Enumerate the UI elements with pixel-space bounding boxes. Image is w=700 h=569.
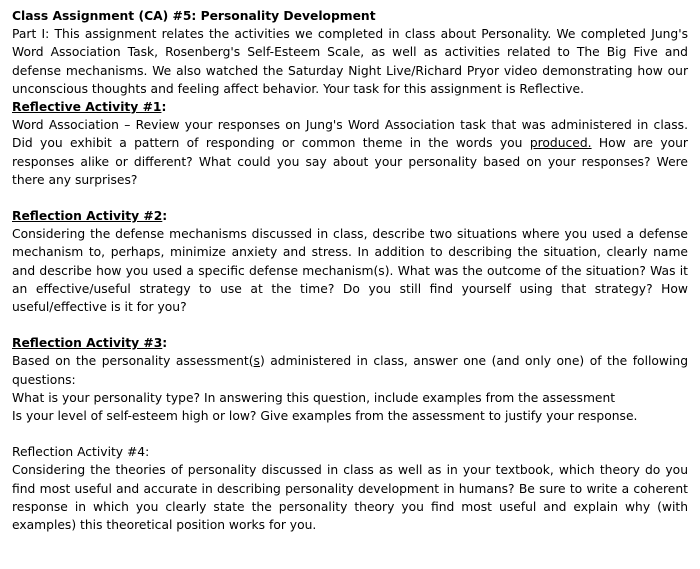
activity-2-body: Considering the defense mechanisms discussed in class, describe two situations where you used a defense mechanism to, perhaps, minimize anxiety and stress. In addition to describing the situation, clearly name and describe how you used a specific defense mechanism(s). What was the outcome of the situation? Was it an effective/useful strategy to use at the time? Do you still find yourself using that strategy? How useful/effective is it for you? xyxy=(12,227,688,315)
activity-1-body-start: Word Association – Review your responses on Jung's Word Association task that was administered in class. Did you exhibit a pattern of responding or common theme in the words you xyxy=(12,118,688,151)
activity-1-body-end: How are your responses alike or different? What could you say about your personality based on your responses? Were there any surprises? xyxy=(12,136,688,187)
spacer xyxy=(12,425,688,443)
activity-3-heading-text: Reflection Activity #3 xyxy=(12,336,163,351)
activity-3-question-2: Is your level of self-esteem high or low? Give examples from the assessment to justify your response. xyxy=(12,409,638,424)
activity-4-body: Considering the theories of personality discussed in class as well as in your textbook, which theory do you find most useful and accurate in describing personality development in humans? Be sure to write a coherent response in which you clearly state the personality theory you find most useful and explain why (with examples) this theoretical position works for you. xyxy=(12,463,688,533)
activity-4-heading: Reflection Activity #4: xyxy=(12,445,150,460)
activity-3-heading xyxy=(12,334,688,352)
activity-3-heading-suffix: : xyxy=(162,336,168,351)
activity-1-heading-text: Reflective Activity #1 xyxy=(12,100,162,115)
spacer xyxy=(12,316,688,334)
intro-paragraph: Part I: This assignment relates the activities we completed in class about Personality. We completed Jung's Word Association Task, Rosenberg's Self-Esteem Scale, as well as activities related to The Big Five and defense mechanisms. We also watched the Saturday Night Live/Richard Pryor video demonstrating how our unconscious thoughts and feeling affect behavior. Your task for this assignment is Reflective. xyxy=(12,27,688,96)
activity-3-body-underlined: s xyxy=(253,354,260,369)
activity-3-body xyxy=(12,352,688,388)
activity-1-body xyxy=(12,116,688,189)
activity-1-heading-suffix: : xyxy=(161,100,167,115)
assignment-title: Class Assignment (CA) #5: Personality Development xyxy=(12,9,376,23)
activity-1-heading xyxy=(12,98,688,116)
activity-2-heading xyxy=(12,207,688,225)
spacer xyxy=(12,189,688,207)
activity-1-body-underlined: produced. xyxy=(529,136,592,151)
activity-2-heading-text: Reflection Activity #2 xyxy=(12,209,163,224)
activity-3-body-end: ) administered in class, answer one (and only one) of the following questions: xyxy=(12,354,689,387)
activity-3-question-1: What is your personality type? In answering this question, include examples from the assessment xyxy=(12,390,616,405)
activity-3-body-start: Based on the personality assessment( xyxy=(12,354,254,369)
activity-2-heading-suffix: : xyxy=(162,209,168,224)
